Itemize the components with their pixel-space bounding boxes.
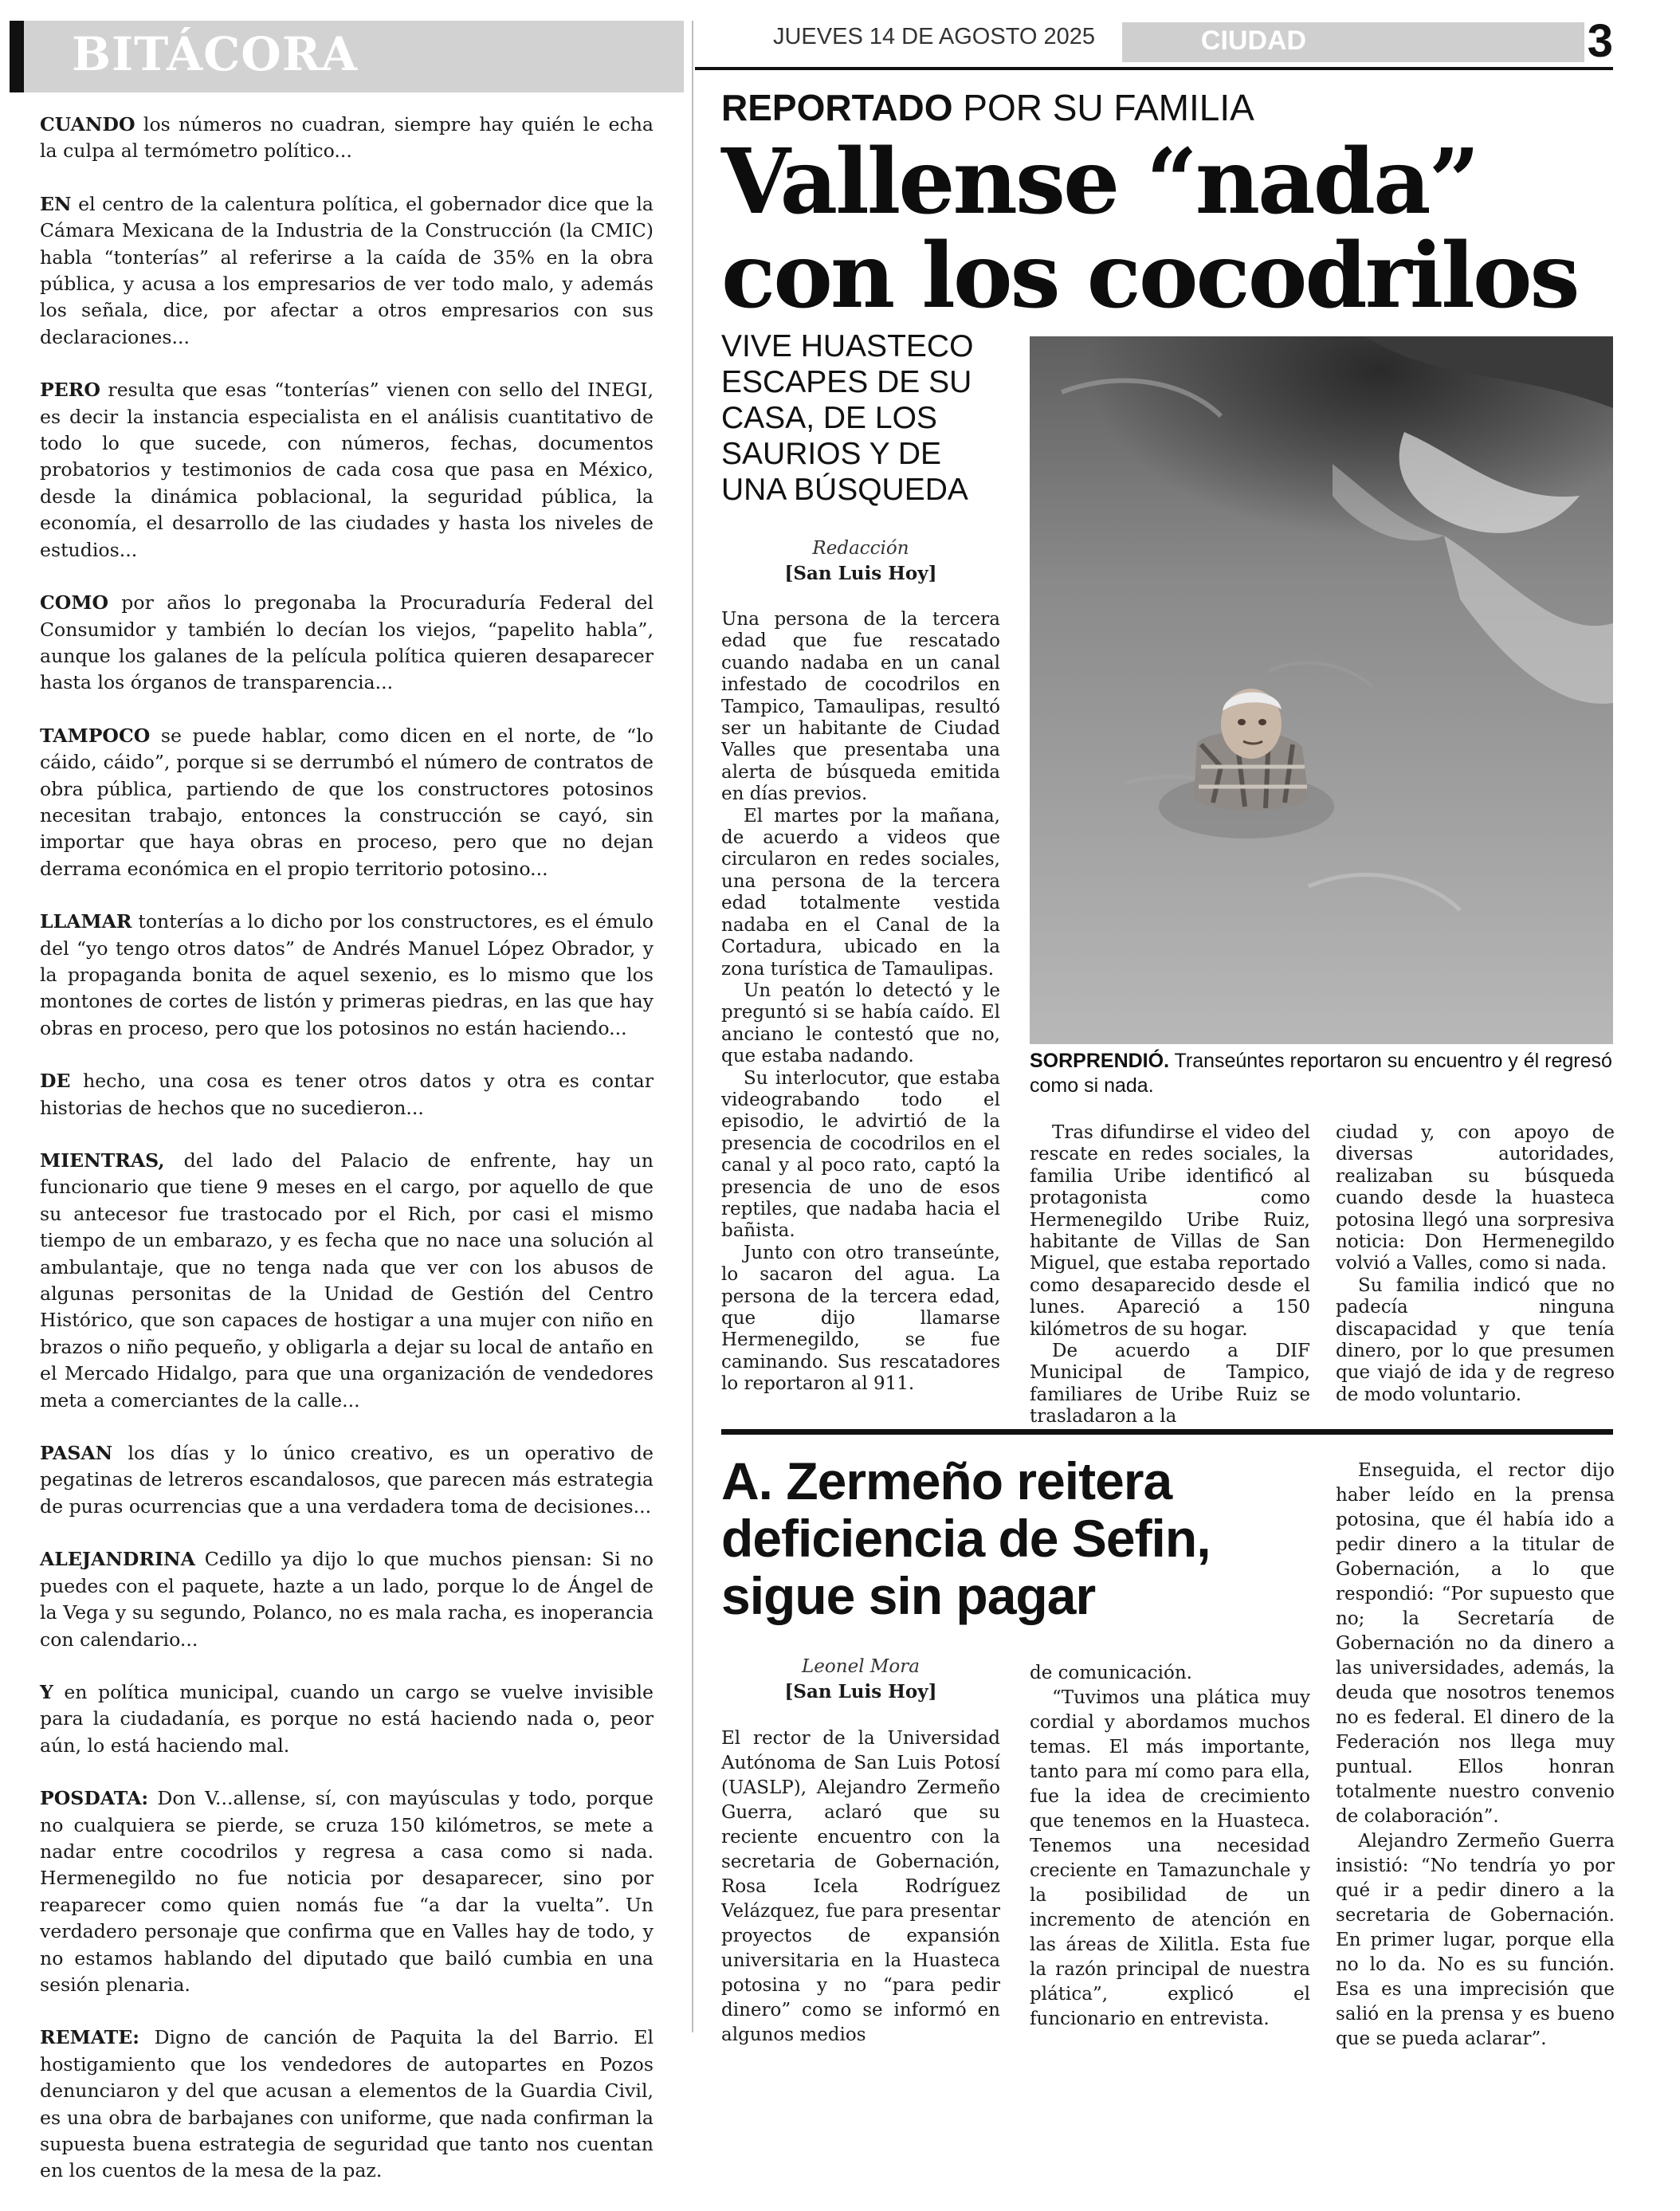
article-paragraph: Un peatón lo detectó y le preguntó si se había caído. El anciano le contestó que no, que estaba nadando. <box>721 980 1000 1067</box>
bitacora-text: se puede hablar, como dicen en el norte, de “lo cáido, cáido”, porque si se derrumbó el número de contratos de obra pública, partiendo de que los constructores potosinos necesitan trabajo, entonces la construcción se cayó, sin importar que haya obras en proceso, pero que no dejan derrama económica en el propio territorio potosino... <box>40 724 654 880</box>
byline-publication: [San Luis Hoy] <box>784 1681 937 1702</box>
caption-lead: SORPRENDIÓ. <box>1030 1050 1170 1072</box>
section-tab <box>1122 22 1584 62</box>
bitacora-text: el centro de la calentura política, el gobernador dice que la Cámara Mexicana de la Industria de la Construcción (la CMIC) habla “tonterías” al referirse a la caída de 35% en la obra pública, y acusa a los empresarios de ver todo malo, y además los señala, dice, por afectar a otros empresarios con sus declaraciones... <box>40 192 654 348</box>
bitacora-text: Cedillo ya dijo lo que muchos piensan: Si no puedes con el paquete, hazte a un lado, porque lo de Ángel de la Vega y su segundo, Polanco, no es mala racha, es inoperancia con calendario... <box>40 1548 654 1651</box>
article-byline <box>721 536 1000 587</box>
bitacora-keyword: ALEJANDRINA <box>40 1548 195 1571</box>
bitacora-column <box>40 112 654 2211</box>
column-divider <box>692 21 693 2032</box>
article2-column-2 <box>1030 1661 1310 2032</box>
bitacora-item <box>40 1785 654 1998</box>
article-subhead: VIVE HUASTECO ESCAPES DE SU CASA, DE LOS SAURIOS Y DE UNA BÚSQUEDA <box>721 329 974 507</box>
page-number: 3 <box>1587 15 1613 67</box>
bitacora-header-bar <box>10 21 684 92</box>
bitacora-keyword: Y <box>40 1680 53 1703</box>
bitacora-text: Don V...allense, sí, con mayúsculas y todo, porque no cualquiera se pierde, se cruza 150 kilómetros, se mete a nadar entre cocodrilos y regresa a casa como si nada. Hermenegildo no fue noticia por desaparecer, sino por reaparecer como quien nomás fue “a dar la vuelta”. Un verdadero personaje que confirma que en Valles hay de todo, y no estamos hablando del diputado que bailó cumbia en una sesión plenaria. <box>40 1787 654 1996</box>
bitacora-text: tonterías a lo dicho por los constructores, es el émulo del “yo tengo otros datos” de Andrés Manuel López Obrador, y la propaganda bonita de aquel sexenio, es lo mismo que los montones de cortes de listón y primeras piedras, en las que hay obras en proceso, pero que los potosinos no están haciendo... <box>40 910 654 1039</box>
article1-column-3 <box>1336 1122 1615 1406</box>
kicker-bold: REPORTADO <box>721 87 953 128</box>
article1-column-2 <box>1030 1122 1310 1428</box>
caption-text: Transeúntes reportaron su encuentro y él regresó como si nada. <box>1030 1050 1612 1097</box>
article-paragraph: ciudad y, con apoyo de diversas autoridades, realizaban su búsqueda cuando desde la huasteca potosina llegó una sorpresiva noticia: Don Hermenegildo volvió a Valles, como si nada. <box>1336 1122 1615 1274</box>
article2-column-3 <box>1336 1459 1615 2052</box>
bitacora-text: Digno de canción de Paquita la del Barrio. El hostigamiento que los vendedores de autopartes en Pozos denunciaron y del que acusan a elementos de la Guardia Civil, es una obra de barbajanes con uniforme, que nada confirman la supuesta buena estrategia de seguridad que tanto nos cuentan en los cuentos de la mesa de la paz. <box>40 2026 654 2182</box>
bitacora-item <box>40 723 654 882</box>
bitacora-text: por años lo pregonaba la Procuraduría Federal del Consumidor y también lo decían los viejos, “papelito habla”, aunque los galanes de la película política quieren desaparecer hasta los órganos de transparencia... <box>40 591 654 694</box>
bitacora-item <box>40 590 654 697</box>
byline-author: Redacción <box>812 538 909 559</box>
article-paragraph: El rector de la Universidad Autónoma de San Luis Potosí (UASLP), Alejandro Zermeño Guerra, aclaró que su reciente encuentro con la secretaria de Gobernación, Rosa Icela Rodríguez Velázquez, fue para presentar proyectos de expansión universitaria en la Huasteca potosina y no “para pedir dinero” como se informó en algunos medios <box>721 1728 1000 2045</box>
bitacora-keyword: CUANDO <box>40 113 135 135</box>
bitacora-item <box>40 1148 654 1414</box>
article-paragraph: de comunicación. <box>1030 1663 1192 1683</box>
bitacora-text: los números no cuadran, siempre hay quién le echa la culpa al termómetro político... <box>40 113 654 163</box>
bitacora-text: hecho, una cosa es tener otros datos y otra es contar historias de hechos que no sucedieron... <box>40 1070 654 1119</box>
article-paragraph: Tras difundirse el video del rescate en redes sociales, la familia Uribe identificó al protagonista como Hermenegildo Uribe Ruiz, habitante de Villas de San Miguel, que estaba reportado como desaparecido desde el lunes. Apareció a 150 kilómetros de su hogar. <box>1030 1122 1310 1340</box>
section-label: CIUDAD <box>1200 26 1307 56</box>
article2-byline <box>721 1655 1000 1704</box>
bitacora-item <box>40 191 654 351</box>
bitacora-keyword: POSDATA: <box>40 1787 149 1810</box>
header-rule <box>695 67 1613 70</box>
article-paragraph: De acuerdo a DIF Municipal de Tampico, familiares de Uribe Ruiz se trasladaron a la <box>1030 1341 1310 1428</box>
article-kicker <box>721 86 1254 129</box>
bitacora-item <box>40 1679 654 1759</box>
article-paragraph: Enseguida, el rector dijo haber leído en la prensa potosina, que él había ido a pedir dinero a la titular de Gobernación, a lo que respondió: “Por supuesto que no; la Secretaría de Gobernación no da dinero a las universidades, además, la deuda que nosotros tenemos no es federal. El dinero de la Federación nos llega muy puntual. Ellos honran totalmente nuestro convenio de colaboración”. <box>1336 1460 1615 1827</box>
byline-publication: [San Luis Hoy] <box>784 563 937 584</box>
bitacora-keyword: MIENTRAS, <box>40 1149 165 1172</box>
bitacora-keyword: PASAN <box>40 1442 113 1465</box>
bitacora-keyword: TAMPOCO <box>40 724 151 747</box>
article2-column-1 <box>721 1726 1000 2048</box>
bitacora-keyword: COMO <box>40 591 108 615</box>
article-paragraph: “Tuvimos una plática muy cordial y abordamos muchos temas. El más importante, tanto para mí como para ella, fue la idea de crecimiento que tenemos en la Huasteca. Tenemos una necesidad creciente en Tamazunchale y la posibilidad de un incremento de atención en las áreas de Xilitla. Esta fue la razón principal de nuestra plática”, explicó el funcionario en entrevista. <box>1030 1687 1310 2029</box>
article-paragraph: Junto con otro transeúnte, lo sacaron del agua. La persona de la tercera edad, que dijo llamarse Hermenegildo, se fue caminando. Sus rescatadores lo reportaron al 911. <box>721 1242 1000 1395</box>
article-paragraph: Su interlocutor, que estaba videograbando todo el episodio, le advirtió de la presencia de cocodrilos en el canal y al poco rato, captó la presencia de uno de esos reptiles, que nadaba hacia el bañista. <box>721 1067 1000 1242</box>
bitacora-keyword: REMATE: <box>40 2026 139 2049</box>
bitacora-text: los días y lo único creativo, es un operativo de pegatinas de letreros escandalosos, que parecen más estrategia de puras ocurrencias que a una verdadera toma de decisiones... <box>40 1442 654 1518</box>
headline-line-2: con los cocodrilos <box>721 224 1578 328</box>
news-photo <box>1030 336 1613 1044</box>
bitacora-keyword: EN <box>40 192 72 215</box>
kicker-rest: POR SU FAMILIA <box>952 87 1254 128</box>
bitacora-item <box>40 377 654 564</box>
article-separator <box>721 1429 1613 1435</box>
article-paragraph: Su familia indicó que no padecía ninguna discapacidad y que tenía dinero, por lo que presumen que viajó de ida y de regreso de modo voluntario. <box>1336 1274 1615 1405</box>
bitacora-keyword: PERO <box>40 379 100 402</box>
bitacora-text: en política municipal, cuando un cargo se vuelve invisible para la ciudadanía, es porque no está haciendo nada o, peor aún, lo está haciendo mal. <box>40 1680 654 1757</box>
bitacora-text: resulta que esas “tonterías” vienen con sello del INEGI, es decir la instancia especialista en el análisis cuantitativo de todo lo que sucede, con números, fechas, documentos probatorios y testimonios de cada cosa que pasa en México, desde la dinámica poblacional, la seguridad pública, la economía, el desarrollo de las ciudades y hasta los niveles de estudios... <box>40 379 654 561</box>
bitacora-item <box>40 112 654 165</box>
bitacora-item <box>40 1546 654 1653</box>
bitacora-keyword: LLAMAR <box>40 910 132 933</box>
article-paragraph: El martes por la mañana, de acuerdo a videos que circularon en redes sociales, una persona de la tercera edad totalmente vestida nadaba en el Canal de la Cortadura, ubicado en la zona turística de Tamaulipas. <box>721 805 1000 980</box>
bitacora-title: BITÁCORA <box>72 27 359 81</box>
headline-line-1: Vallense “nada” <box>721 130 1478 234</box>
bitacora-item <box>40 909 654 1042</box>
article1-column-1 <box>721 609 1000 1396</box>
article-paragraph: Una persona de la tercera edad que fue rescatado cuando nadaba en un canal infestado de cocodrilos en Tampico, Tamaulipas, resultó ser un habitante de Ciudad Valles que presentaba una alerta de búsqueda emitida en días previos. <box>721 609 1000 805</box>
issue-date: JUEVES 14 DE AGOSTO 2025 <box>772 24 1096 49</box>
article-paragraph: Alejandro Zermeño Guerra insistió: “No tendría yo por qué ir a pedir dinero a la secretaria de Gobernación. En primer lugar, porque ella no lo da. No es su función. Esa es una imprecisión que salió en la prensa y es bueno que se pueda aclarar”. <box>1336 1831 1615 2049</box>
bitacora-text: del lado del Palacio de enfrente, hay un funcionario que tiene 9 meses en el cargo, por aquello de que su antecesor fue trastocado por el Rich, por casi el mismo tiempo de un embarazo, y es fecha que no nace una solución al ambulantaje, que no tenga nada que ver con los abusos de algunas personitas de la Unidad de Gestión del Centro Histórico, que son capaces de hostigar a una mujer con niño en brazos o niño pequeño, y obligarla a dejar su local de antaño en el Mercado Hidalgo, para que una organización de vendedores meta a comerciantes de la calle... <box>40 1149 654 1412</box>
bitacora-item <box>40 1440 654 1520</box>
second-headline: A. Zermeño reitera deficiencia de Sefin, sigue sin pagar <box>721 1451 1211 1625</box>
photo-image <box>1030 336 1613 1044</box>
bitacora-item <box>40 2024 654 2184</box>
bitacora-item <box>40 1068 654 1121</box>
main-headline <box>721 130 1622 328</box>
bitacora-keyword: DE <box>40 1070 71 1093</box>
byline-author: Leonel Mora <box>802 1656 920 1677</box>
photo-caption <box>1030 1049 1613 1098</box>
